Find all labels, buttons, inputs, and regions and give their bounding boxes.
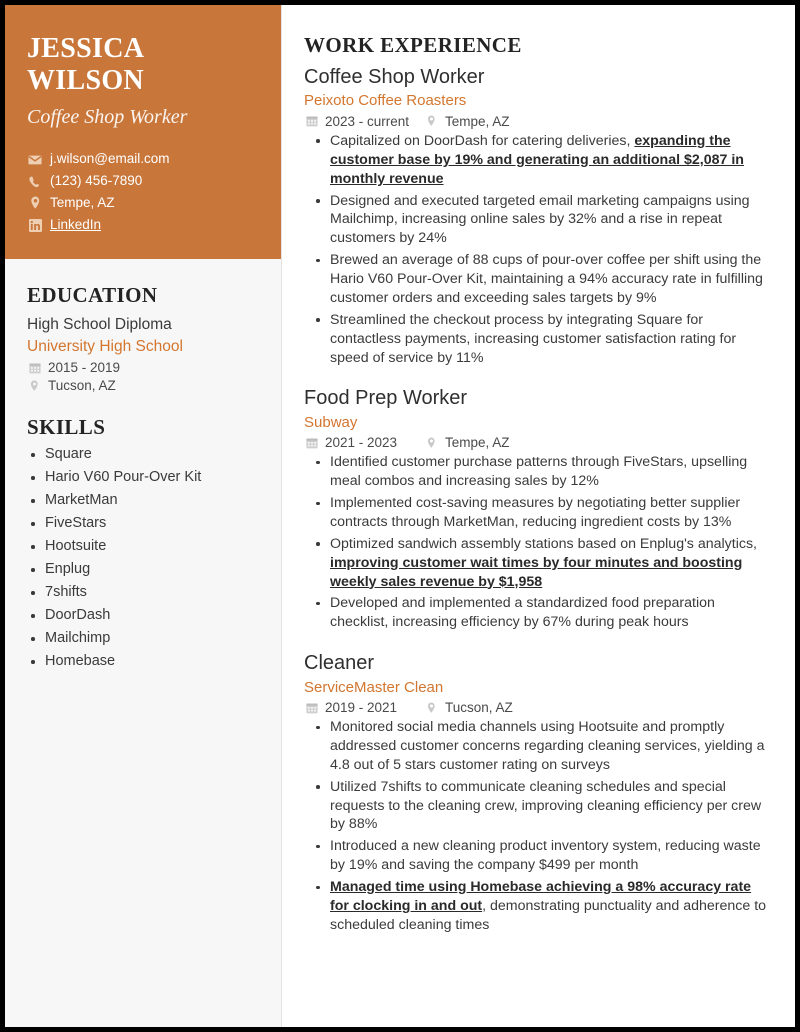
- job-bullet: [304, 778, 769, 835]
- job-entry: [304, 386, 769, 632]
- job-company: Subway: [304, 413, 358, 431]
- skill-item: 7shifts: [27, 585, 259, 600]
- bullet-text: Brewed an average of 88 cups of pour-over coffee per shift using the Hario V60 Pour-Over Kit, maintaining a 94% accuracy rate in fulfilling customer orders and exceeding sales targets by 9%: [330, 252, 763, 306]
- job-company: Peixoto Coffee Roasters: [304, 92, 467, 110]
- job-meta: [304, 435, 769, 450]
- bullet-text: Optimized sandwich assembly stations based on Enplug's analytics,: [330, 535, 757, 552]
- education-location-row: [27, 378, 259, 393]
- job-bullet-list: [304, 453, 769, 632]
- contact-phone-label: (123) 456-7890: [50, 173, 143, 189]
- map-pin-icon: [424, 115, 439, 127]
- envelope-icon: [27, 153, 43, 167]
- job-bullet-list: [304, 718, 769, 935]
- calendar-icon: [27, 362, 42, 374]
- skills-list: [27, 447, 259, 669]
- bullet-text: Monitored social media channels using Hootsuite and promptly addressed customer concerns regarding cleaning services, yielding a 4.8 out of 5 stars customer rating on surveys: [330, 719, 765, 773]
- education-section: [5, 259, 281, 394]
- contact-linkedin-label[interactable]: LinkedIn: [50, 216, 102, 232]
- bullet-text: Utilized 7shifts to communicate cleaning schedules and special requests to the cleaning crew, improving cleaning efficiency per crew by 88%: [330, 778, 762, 833]
- education-school: University High School: [27, 338, 183, 356]
- jobs-container: [304, 65, 769, 935]
- map-pin-icon: [27, 196, 43, 210]
- identity-header: [5, 5, 281, 259]
- skill-item: MarketMan: [27, 493, 259, 508]
- bullet-text: Streamlined the checkout process by integrating Square for contactless payments, increasing customer satisfaction rating for speed of service by 11%: [330, 311, 737, 366]
- bullet-text: , demonstrating punctuality and adherence to scheduled cleaning times: [330, 897, 767, 933]
- skill-item: Enplug: [27, 562, 259, 577]
- job-bullet: [304, 718, 769, 775]
- work-experience-section: [282, 5, 795, 1027]
- phone-icon: [27, 175, 43, 189]
- contact-location-label: Tempe, AZ: [50, 194, 115, 210]
- bullet-highlight: expanding the customer base by 19% and generating an additional $2,087 in monthly revenue: [330, 132, 744, 187]
- job-bullet: [304, 494, 769, 532]
- job-bullet: [304, 837, 769, 875]
- job-bullet: [304, 535, 769, 592]
- calendar-icon: [304, 437, 319, 449]
- job-bullet: [304, 311, 769, 368]
- skills-heading: SKILLS: [27, 415, 106, 440]
- contact-email[interactable]: [27, 152, 259, 167]
- resume-page: [5, 5, 795, 1027]
- job-meta: [304, 700, 769, 715]
- education-location: Tucson, AZ: [48, 378, 116, 394]
- contact-email-label: j.wilson@email.com: [50, 151, 170, 167]
- contact-linkedin[interactable]: [27, 218, 259, 233]
- bullet-text: Introduced a new cleaning product inventory system, reducing waste by 19% and saving the company $499 per month: [330, 838, 761, 874]
- map-pin-icon: [27, 380, 42, 392]
- headline-job-title: Coffee Shop Worker: [27, 106, 188, 129]
- job-entry: [304, 651, 769, 935]
- job-title: Coffee Shop Worker: [304, 66, 485, 88]
- work-experience-heading: WORK EXPERIENCE: [304, 33, 522, 57]
- job-bullet: [304, 251, 769, 308]
- bullet-text: Identified customer purchase patterns through FiveStars, upselling meal combos and increasing sales by 12%: [330, 454, 748, 490]
- job-title: Cleaner: [304, 652, 375, 675]
- job-bullet: [304, 132, 769, 189]
- job-entry: [304, 65, 769, 367]
- education-dates: 2015 - 2019: [48, 360, 121, 376]
- calendar-icon: [304, 115, 319, 127]
- last-name: WILSON: [27, 64, 144, 96]
- skill-item: FiveStars: [27, 516, 259, 531]
- bullet-text: Developed and implemented a standardized food preparation checklist, increasing efficiency by 67% during peak hours: [330, 595, 715, 631]
- job-bullet: [304, 878, 769, 935]
- skill-item: Homebase: [27, 654, 259, 669]
- job-bullet: [304, 453, 769, 491]
- skill-item: Hario V60 Pour-Over Kit: [27, 470, 259, 485]
- skill-item: Hootsuite: [27, 539, 259, 554]
- bullet-text: Capitalized on DoorDash for catering deliveries,: [330, 132, 635, 149]
- job-bullet: [304, 192, 769, 249]
- job-dates: 2019 - 2021: [325, 700, 398, 716]
- linkedin-icon: [27, 219, 43, 232]
- job-dates: 2021 - 2023: [325, 435, 398, 451]
- contact-list: [27, 152, 259, 232]
- bullet-highlight: improving customer wait times by four minutes and boosting weekly sales revenue by $1,958: [330, 554, 743, 590]
- skill-item: Mailchimp: [27, 631, 259, 646]
- education-heading: EDUCATION: [27, 282, 158, 307]
- skill-item: Square: [27, 447, 259, 462]
- bullet-text: Implemented cost-saving measures by negotiating better supplier contracts through MarketMan, reducing ingredient costs by 13%: [330, 495, 741, 530]
- job-title: Food Prep Worker: [304, 387, 468, 410]
- job-bullet-list: [304, 132, 769, 368]
- job-dates: 2023 - current: [325, 113, 410, 129]
- education-dates-row: [27, 360, 259, 375]
- map-pin-icon: [424, 437, 439, 449]
- calendar-icon: [304, 702, 319, 714]
- sidebar: [5, 5, 281, 1027]
- job-location: Tucson, AZ: [445, 700, 513, 716]
- skills-section: [5, 393, 281, 669]
- skill-item: DoorDash: [27, 608, 259, 623]
- contact-phone[interactable]: [27, 174, 259, 189]
- first-name: JESSICA: [27, 33, 145, 64]
- job-bullet: [304, 594, 769, 632]
- bullet-text: Designed and executed targeted email marketing campaigns using Mailchimp, increasing online sales by 32% and a rise in repeat customers by 24%: [330, 192, 750, 247]
- job-company: ServiceMaster Clean: [304, 678, 444, 696]
- education-degree: High School Diploma: [27, 315, 172, 333]
- job-location: Tempe, AZ: [445, 113, 510, 129]
- map-pin-icon: [424, 702, 439, 714]
- job-meta: [304, 114, 769, 129]
- contact-location: [27, 196, 259, 211]
- bullet-highlight: Managed time using Homebase achieving a 98% accuracy rate for clocking in and out: [330, 879, 752, 914]
- job-location: Tempe, AZ: [445, 435, 510, 451]
